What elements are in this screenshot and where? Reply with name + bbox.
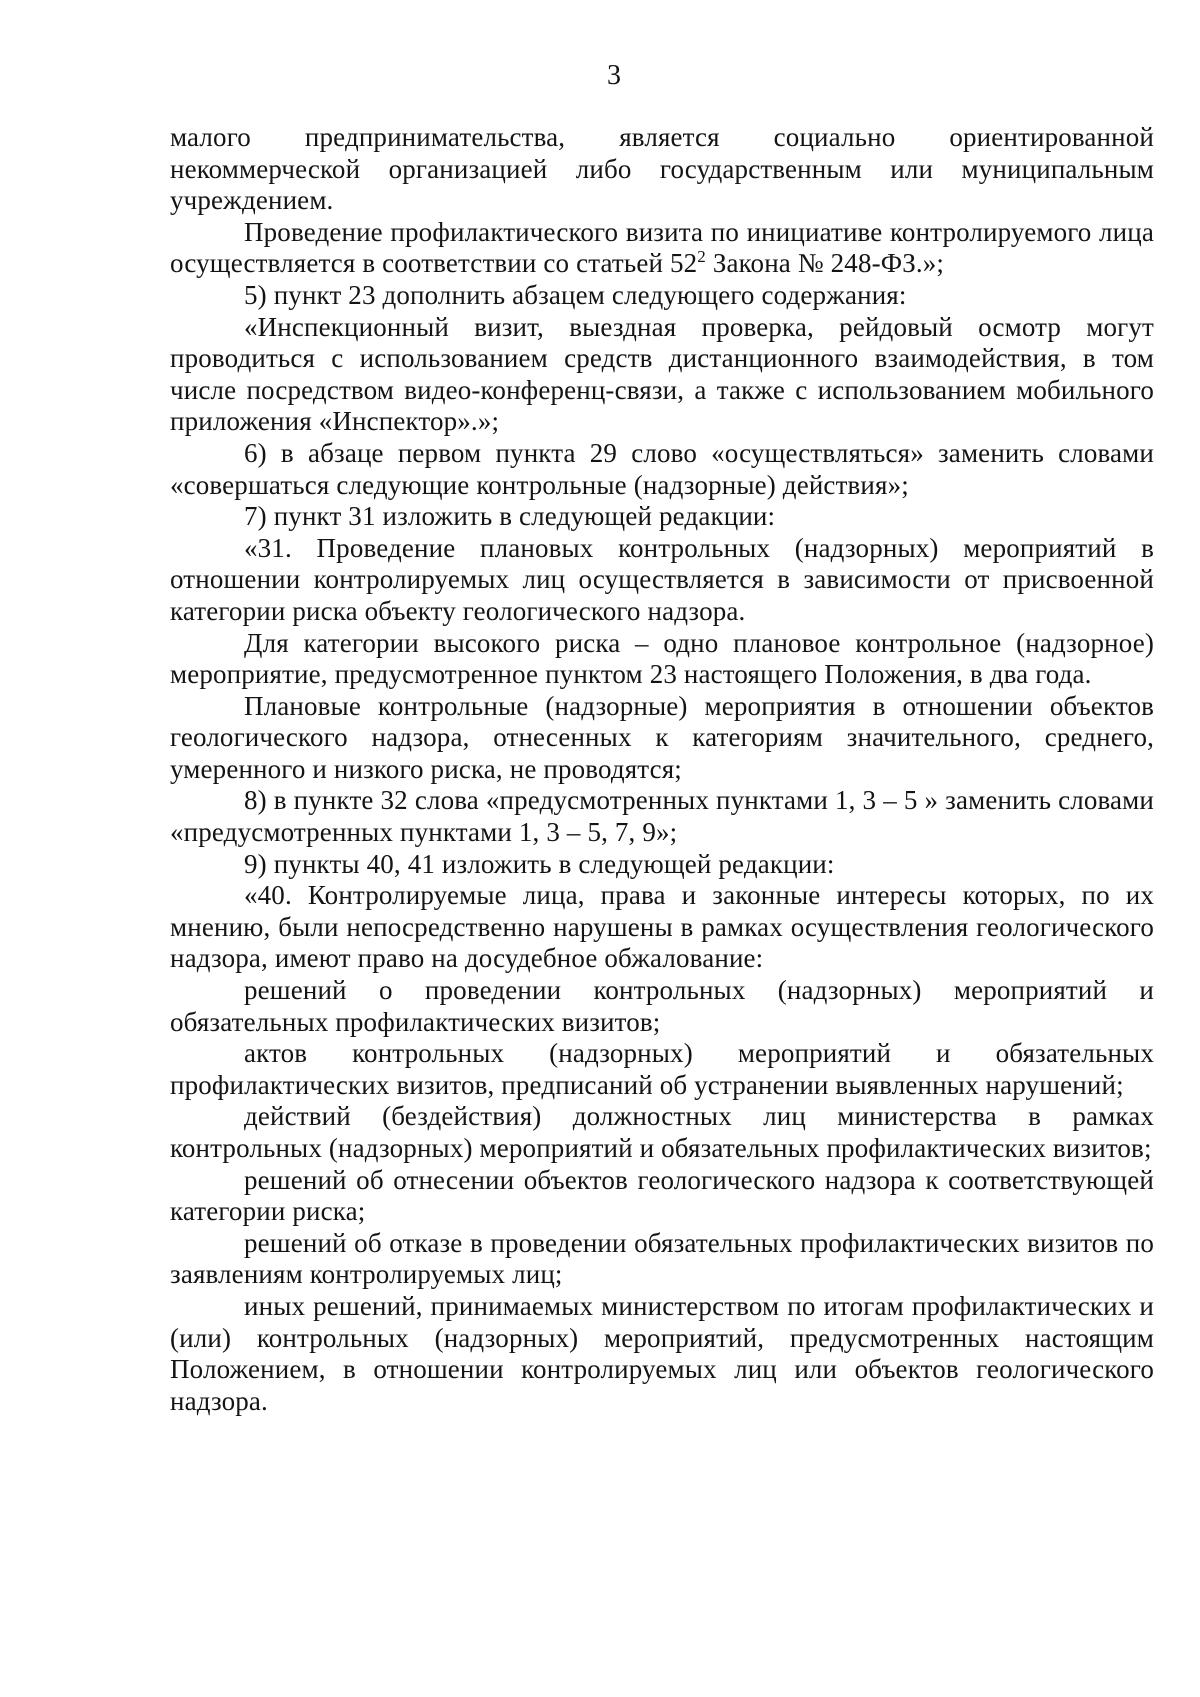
paragraph-item-8: 8) в пункте 32 слова «предусмотренных пунктами 1, 3 – 5 » заменить словами «предусмотренных пунктами 1, 3 – 5, 7, 9»;: [170, 785, 1154, 848]
list-item-other-decisions: иных решений, принимаемых министерством по итогам профилактических и (или) контрольных (надзорных) мероприятий, предусмотренных настоящим Положением, в отношении контролируемых лиц или объектов геологического надзора.: [170, 1290, 1154, 1416]
paragraph-text-after: Закона № 248-ФЗ.»;: [705, 248, 945, 279]
list-item-risk-category: решений об отнесении объектов геологического надзора к соответствующей категории риска;: [170, 1164, 1154, 1227]
paragraph-item-5: 5) пункт 23 дополнить абзацем следующего содержания:: [244, 279, 907, 310]
paragraph-preventive-visit: [170, 217, 1154, 280]
paragraph-text-before: Проведение профилактического визита по инициативе контролируемого лица осуществляется в соответствии со статьей 52: [170, 216, 1154, 279]
paragraph-point-40: «40. Контролируемые лица, права и законные интересы которых, по их мнению, были непосредственно нарушены в рамках осуществления геологического надзора, имеют право на досудебное обжалование:: [170, 880, 1154, 974]
list-item-decisions: решений о проведении контрольных (надзорных) мероприятий и обязательных профилактических визитов;: [170, 975, 1154, 1037]
paragraph-item-6: 6) в абзаце первом пункта 29 слово «осуществляться» заменить словами «совершаться следующие контрольные (надзорные) действия»;: [170, 437, 1154, 500]
paragraph-continuation: малого предпринимательства, является социально ориентированной некоммерческой организацией либо государственным или муниципальным учреждением.: [170, 122, 1154, 216]
paragraph-planned-measures: Плановые контрольные (надзорные) мероприятия в отношении объектов геологического надзора, отнесенных к категориям значительного, среднего, умеренного и низкого риска, не проводятся;: [170, 690, 1154, 784]
page-number: 3: [607, 60, 621, 91]
list-item-refusal: решений об отказе в проведении обязательных профилактических визитов по заявлениям контролируемых лиц;: [170, 1227, 1154, 1290]
paragraph-item-9: 9) пункты 40, 41 изложить в следующей редакции:: [244, 848, 835, 879]
paragraph-point-31: «31. Проведение плановых контрольных (надзорных) мероприятий в отношении контролируемых лиц осуществляется в зависимости от присвоенной категории риска объекту геологического надзора.: [170, 532, 1154, 626]
document-body: [170, 122, 1154, 1417]
paragraph-inspection-visit: «Инспекционный визит, выездная проверка, рейдовый осмотр могут проводиться с использованием средств дистанционного взаимодействия, в том числе посредством видео-конференц-связи, а также с использованием мобильного приложения «Инспектор».»;: [170, 311, 1154, 437]
superscript-2: 2: [697, 247, 706, 267]
paragraph-item-7: 7) пункт 31 изложить в следующей редакции:: [244, 501, 776, 532]
list-item-acts: актов контрольных (надзорных) мероприятий и обязательных профилактических визитов, предписаний об устранении выявленных нарушений;: [170, 1038, 1154, 1100]
paragraph-high-risk: Для категории высокого риска – одно плановое контрольное (надзорное) мероприятие, предусмотренное пунктом 23 настоящего Положения, в два года.: [170, 627, 1154, 690]
list-item-actions: действий (бездействия) должностных лиц министерства в рамках контрольных (надзорных) мероприятий и обязательных профилактических визитов;: [170, 1101, 1154, 1163]
